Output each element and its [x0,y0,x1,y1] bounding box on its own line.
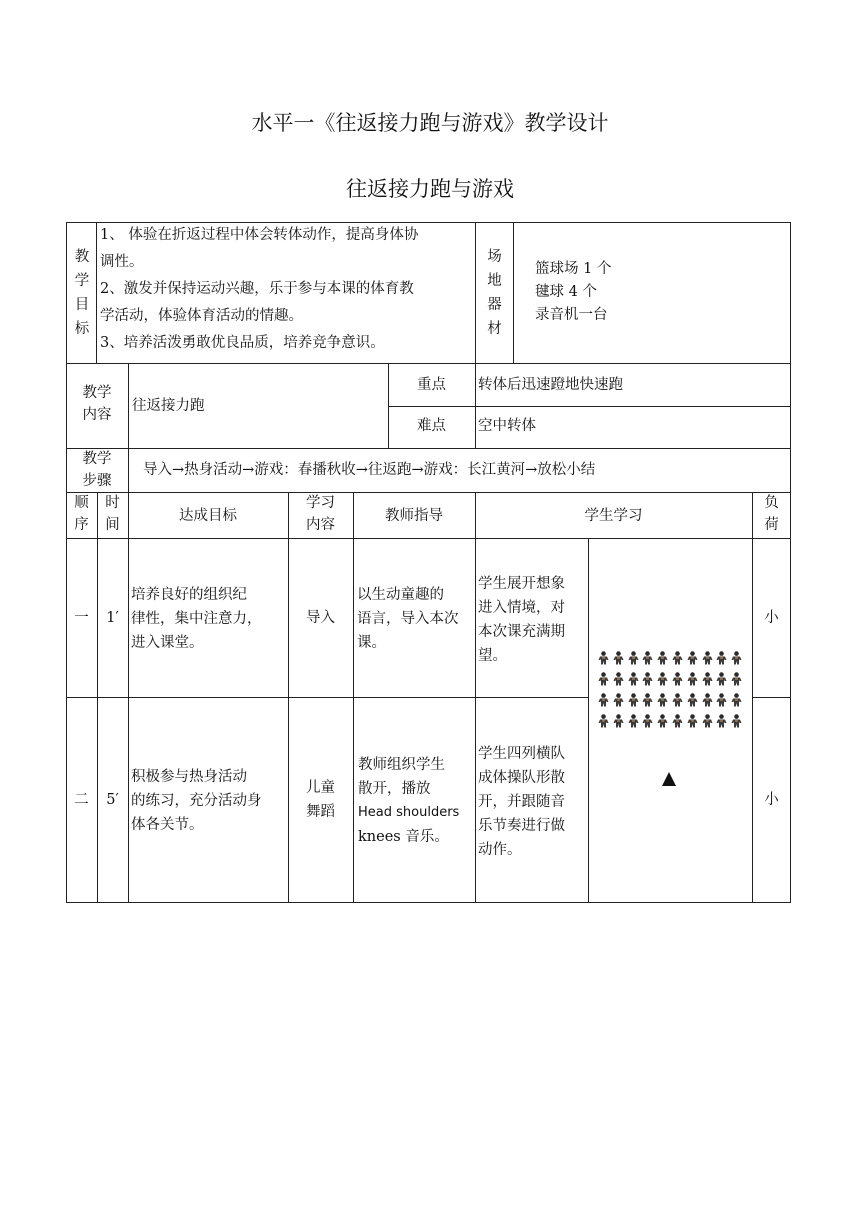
key-point-label: 重点 [417,377,446,393]
student-figure-icon [731,714,742,728]
row-divider [66,363,791,364]
row-divider [66,492,791,493]
col-divider [97,492,98,903]
student-figure-icon [731,693,742,707]
row-content: 导入 [306,610,335,626]
row-divider [752,697,791,698]
student-figure-icon [687,651,698,665]
student-figure-icon [613,672,624,686]
col-divider [475,363,476,448]
row-divider [66,697,588,698]
col-divider [353,492,354,903]
student-figure-icon [687,672,698,686]
student-figure-icon [731,672,742,686]
student-figure-icon [672,714,683,728]
row-time: 1′ [106,610,119,626]
col-divider [128,363,129,448]
document-title: 水平一《往返接力跑与游戏》教学设计 [251,111,609,135]
student-figure-icon [613,714,624,728]
student-figure-icon [716,693,727,707]
student-figure-icon [716,672,727,686]
row-load: 小 [764,792,779,808]
student-figure-icon [702,672,713,686]
row-teacher: 以生动童趣的 语言，导入本次 课。 [357,587,459,651]
row-order: 一 [74,610,89,626]
col-divider [588,538,589,903]
content-label: 教学 内容 [82,385,112,423]
student-figure-icon [672,672,683,686]
row-student: 学生展开想象 进入情境，对 本次课充满期 望。 [478,576,565,664]
header-time: 时 间 [105,495,120,533]
col-divider [96,222,97,363]
student-figure-icon [613,693,624,707]
difficulty-label: 难点 [417,418,446,434]
student-figure-icon [628,672,639,686]
student-figure-icon [628,651,639,665]
document-subtitle: 往返接力跑与游戏 [346,177,514,201]
header-order: 顺 序 [74,495,89,533]
student-figure-icon [642,714,653,728]
student-figure-icon [598,693,609,707]
col-divider [288,492,289,903]
student-figure-icon [598,651,609,665]
key-point-value: 转体后迅速蹬地快速跑 [478,377,623,393]
steps-label: 教学 步骤 [82,451,112,489]
student-figure-icon [598,714,609,728]
student-figure-icon [598,672,609,686]
row-order: 二 [74,792,89,808]
header-goal: 达成目标 [179,508,237,524]
col-divider [128,448,129,492]
student-figure-icon [702,651,713,665]
header-student: 学生学习 [584,508,643,524]
student-figure-icon [657,672,668,686]
student-figure-icon [642,672,653,686]
row-load: 小 [764,610,779,626]
goals-text: 1、 体验在折返过程中体会转体动作，提高身体协 调性。 2、激发并保持运动兴趣，乐于参与本课的体育教 学活动，体验体育活动的情趣。 3、培养活泼勇敢优良品质，培养竞争意识。 [100,227,419,351]
venue-items: 篮球场 1 个 毽球 4 个 录音机一台 [535,261,612,323]
row-teacher: 教师组织学生 散开，播放 Head shoulders knees 音乐。 [358,757,460,845]
student-figure-icon [702,714,713,728]
steps-value: 导入→热身活动→游戏：春播秋收→往返跑→游戏：长江黄河→放松小结 [143,462,596,478]
header-teacher: 教师指导 [385,508,443,524]
row-goal: 培养良好的组织纪 律性，集中注意力， 进入课堂。 [131,587,262,651]
student-figure-icon [642,651,653,665]
student-figure-icon [702,693,713,707]
venue-label: 场 地 器 材 [487,249,502,337]
col-divider [752,492,753,903]
content-value: 往返接力跑 [132,398,205,414]
student-figure-icon [716,714,727,728]
student-figure-icon [731,651,742,665]
col-divider [513,222,514,363]
row-content: 儿童 舞蹈 [306,780,335,820]
row-divider [66,448,791,449]
student-figure-icon [672,651,683,665]
student-figure-icon [613,651,624,665]
row-time: 5′ [106,792,119,808]
student-figure-icon [628,693,639,707]
goals-label: 教 学 目 标 [74,249,90,337]
student-figure-icon [687,693,698,707]
student-figure-icon [672,693,683,707]
col-divider [128,492,129,903]
row-goal: 积极参与热身活动 的练习，充分活动身 体各关节。 [131,769,262,833]
student-figure-icon [716,651,727,665]
difficulty-value: 空中转体 [478,418,536,434]
student-figure-icon [628,714,639,728]
student-figure-icon [657,651,668,665]
student-figure-icon [687,714,698,728]
student-figure-icon [657,714,668,728]
row-student: 学生四列横队 成体操队形散 开，并跟随音 乐节奏进行做 动作。 [478,746,565,858]
row-divider [66,538,791,539]
triangle-teacher-icon [662,772,676,786]
student-figure-icon [657,693,668,707]
col-divider [475,492,476,903]
row-divider [388,406,791,407]
header-content: 学习 内容 [306,495,335,533]
header-load: 负 荷 [764,495,779,533]
student-figure-icon [642,693,653,707]
